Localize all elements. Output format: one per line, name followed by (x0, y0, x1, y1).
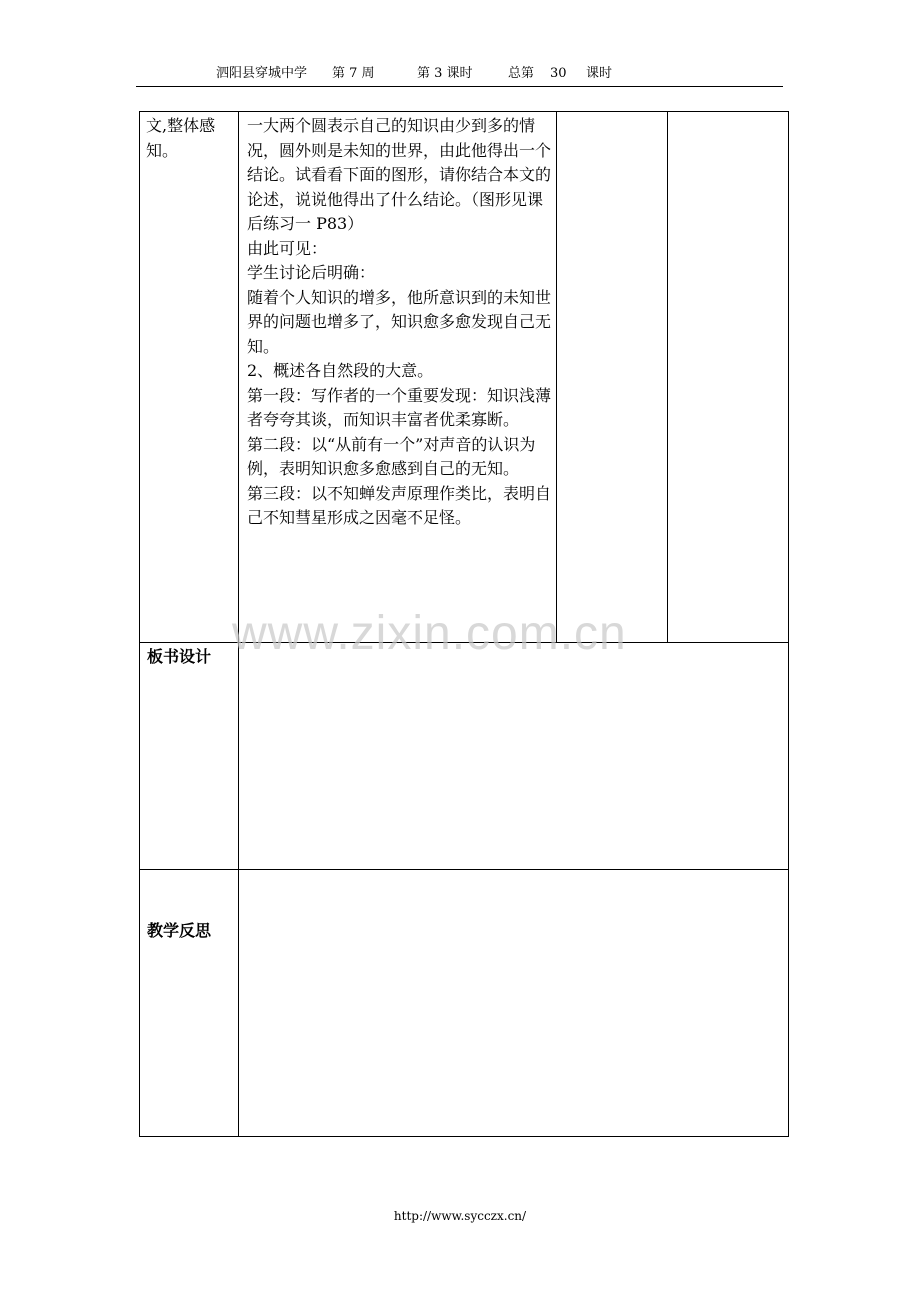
row1-col1-text: 文,整体感知。 (146, 116, 216, 160)
school-name: 泗阳县穿城中学 (216, 66, 308, 81)
total-suffix: 课时 (586, 66, 613, 81)
week-number: 第 7 周 (332, 66, 375, 81)
row1-col2-content (247, 114, 557, 531)
row-divider-2 (139, 869, 789, 870)
total-prefix: 总第 (508, 66, 535, 81)
total-number: 30 (550, 66, 567, 81)
lesson-number: 第 3 课时 (417, 66, 473, 81)
watermark: www.zixin.com.cn (232, 607, 627, 660)
content-paragraph: 一大两个圆表示自己的知识由少到多的情况，圆外则是未知的世界，由此他得出一个结论。试看看下面的图形，请你结合本文的论述，说说他得出了什么结论。（图形见课后练习一 P83） (247, 116, 552, 233)
page-header (136, 64, 783, 87)
content-paragraph: 2、概述各自然段的大意。 (247, 361, 434, 380)
content-paragraph: 随着个人知识的增多，他所意识到的未知世界的问题也增多了，知识愈多愈发现自己无知。 (247, 287, 552, 356)
content-paragraph: 第一段：写作者的一个重要发现：知识浅薄者夸夸其谈，而知识丰富者优柔寡断。 (247, 385, 552, 429)
content-paragraph: 由此可见： (247, 238, 328, 258)
content-paragraph: 第二段：以“从前有一个”对声音的认识为例，表明知识愈多愈感到自己的无知。 (247, 434, 536, 478)
board-design-label: 板书设计 (147, 647, 212, 666)
content-paragraph: 学生讨论后明确： (247, 263, 376, 282)
content-paragraph: 第三段：以不知蝉发声原理作类比，表明自己不知彗星形成之因毫不足怪。 (247, 483, 552, 527)
footer-url: http://www.sycczx.cn/ (393, 1209, 527, 1223)
column-divider-3 (667, 111, 668, 643)
reflection-label: 教学反思 (147, 921, 212, 940)
